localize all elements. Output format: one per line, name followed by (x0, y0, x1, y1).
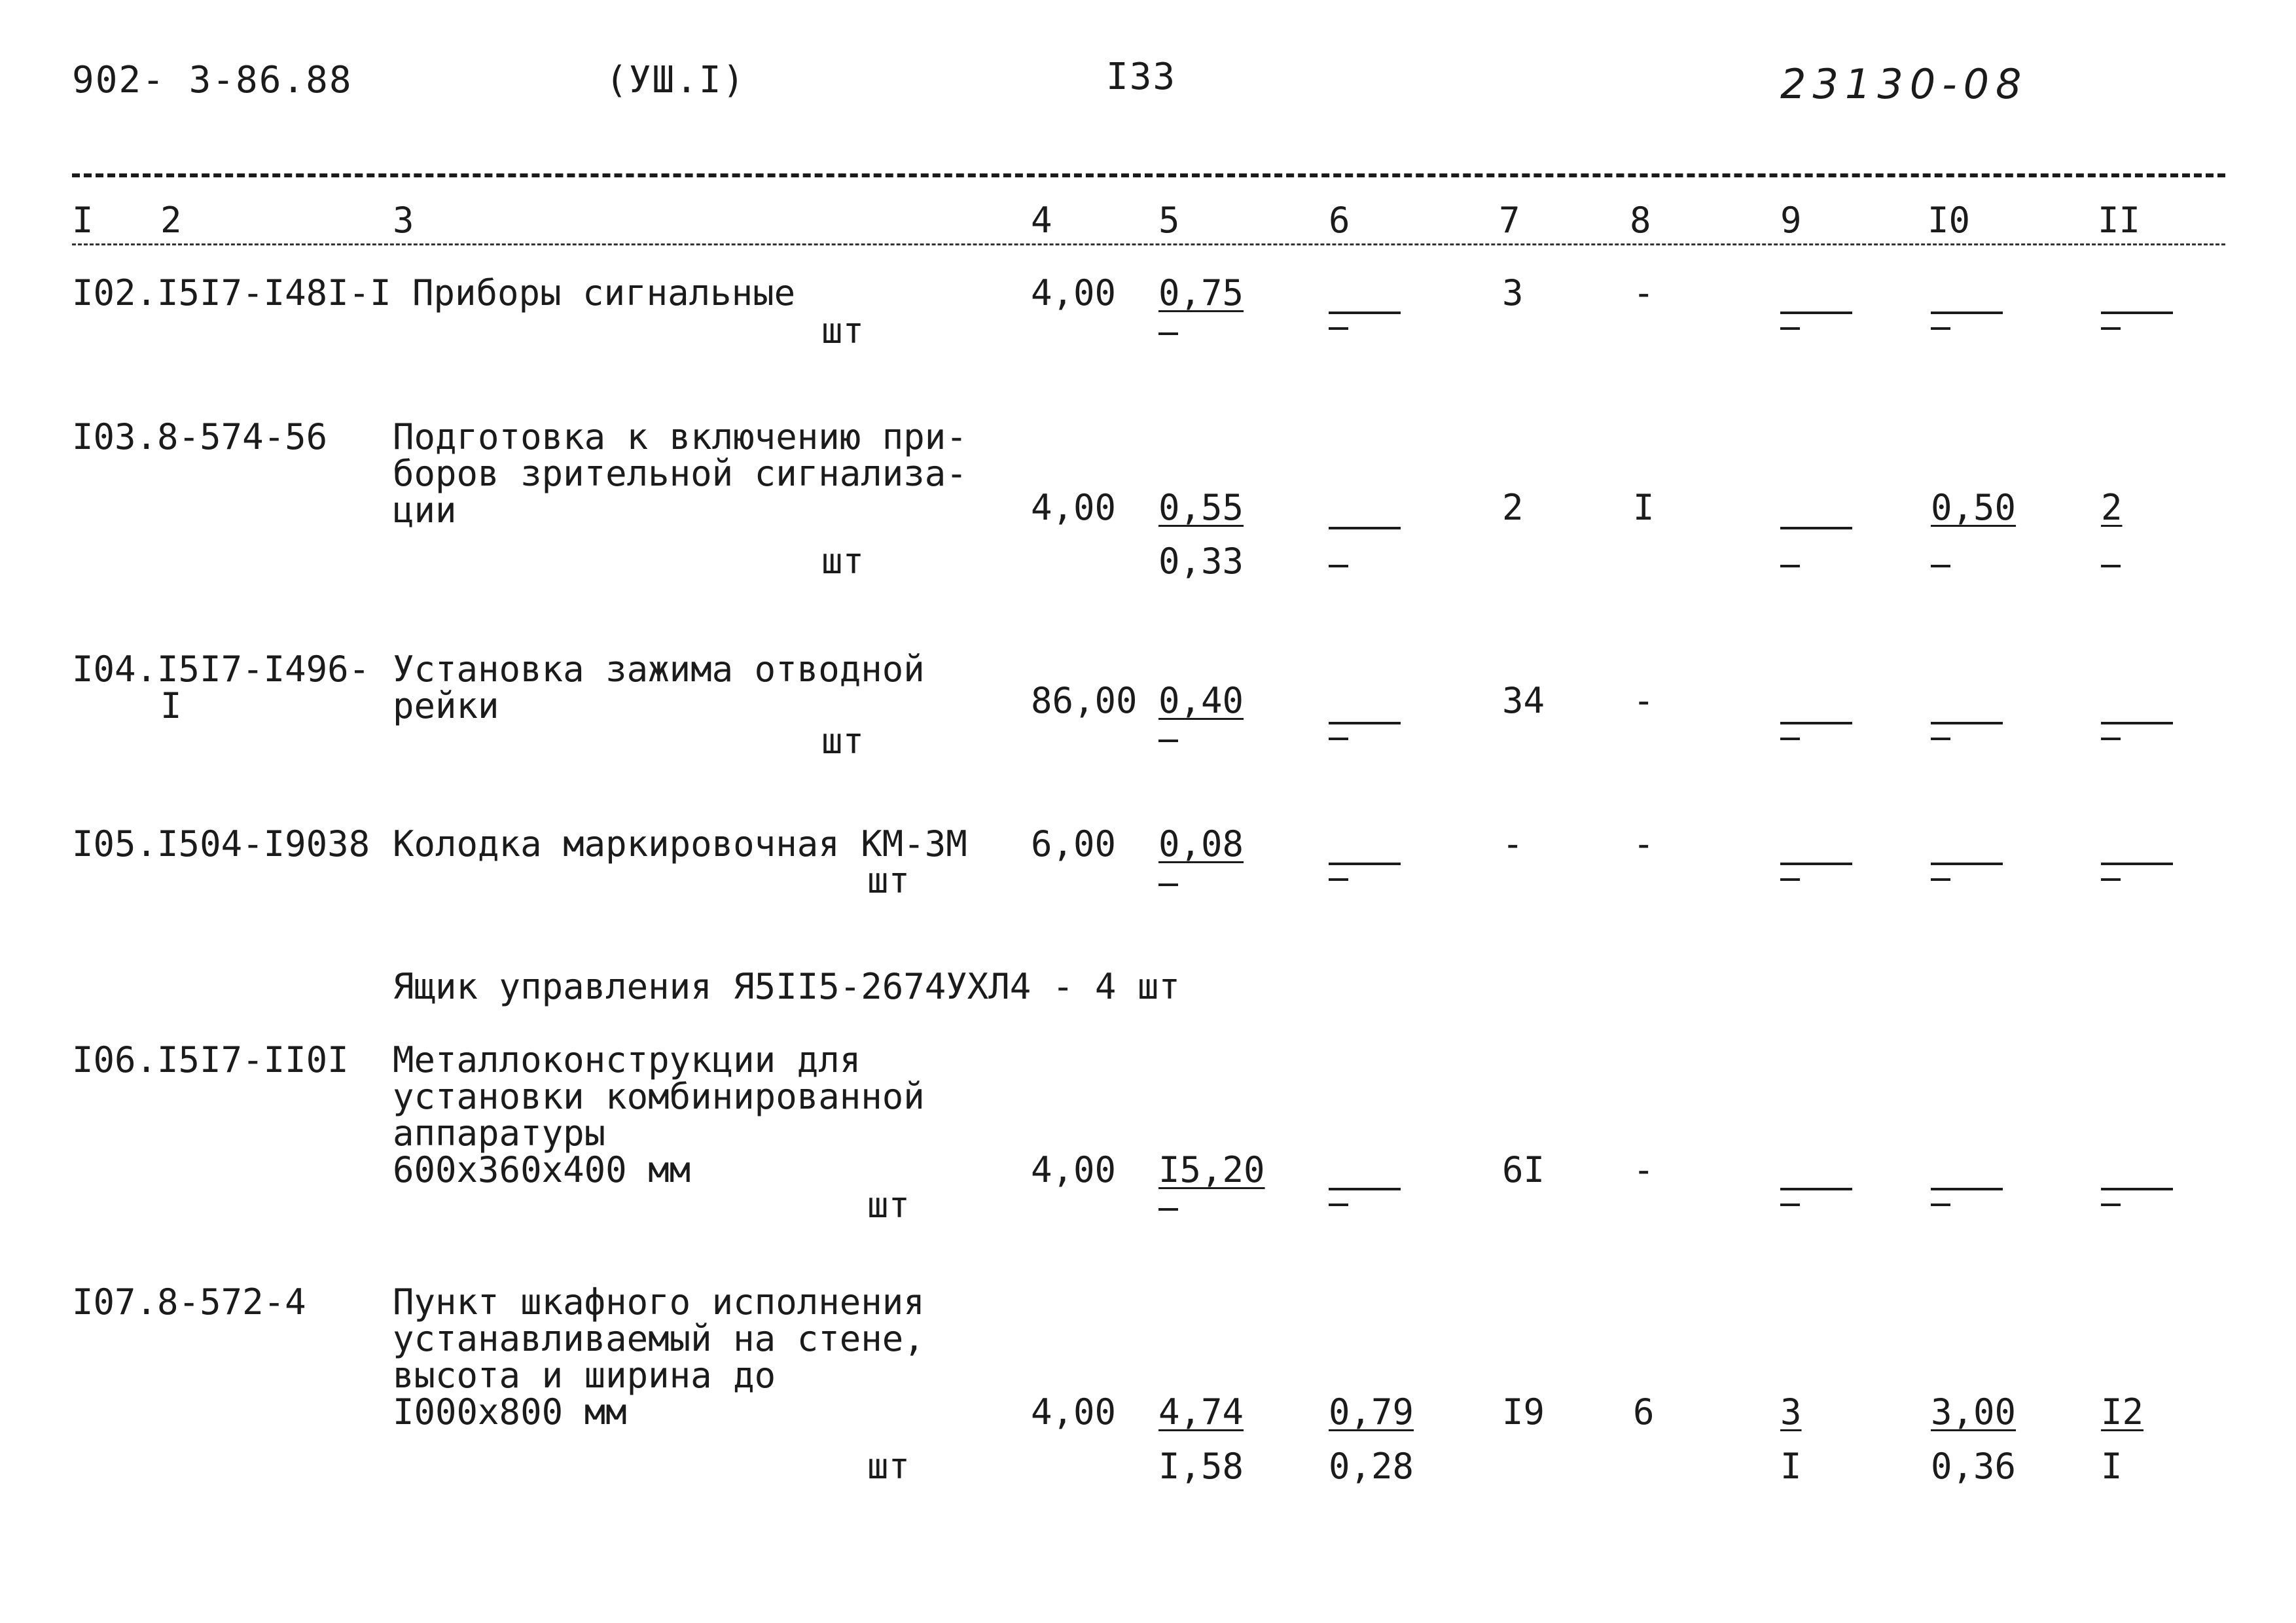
row-description: высота и ширина до (393, 1355, 776, 1396)
col-num: I0 (1928, 200, 1971, 241)
row-c8: - (1633, 823, 1655, 865)
row-c6-top: 0,79 (1329, 1391, 1414, 1433)
row-unit: шт (867, 860, 910, 901)
row-code: I03.8-574-56 (72, 416, 328, 457)
row-c5-top: 0,75 (1158, 272, 1244, 313)
row-c9-bottom: I (1780, 1446, 1802, 1487)
row-c5-top: 0,55 (1158, 487, 1244, 528)
row-c10-top: 0,50 (1931, 487, 2017, 528)
inventory-number: 23130-08 (1780, 60, 2028, 108)
row-description: Колодка маркировочная КМ-3М (393, 823, 967, 865)
col-num: 3 (393, 200, 414, 241)
row-quantity: 4,00 (1031, 1391, 1117, 1433)
row-unit: шт (867, 1446, 910, 1487)
row-quantity: 4,00 (1031, 1149, 1117, 1190)
section-subheader: Ящик управления Я5II5-2674УХЛ4 - 4 шт (393, 966, 1180, 1007)
row-description: Пункт шкафного исполнения (393, 1281, 925, 1323)
row-description: I000х800 мм (393, 1391, 627, 1433)
row-description: Приборы сигнальные (412, 272, 796, 313)
row-c7: - (1502, 823, 1524, 865)
row-c8: 6 (1633, 1391, 1655, 1433)
row-description: рейки (393, 685, 499, 726)
section-code: (УШ.I) (605, 59, 746, 101)
row-c8: - (1633, 1149, 1655, 1190)
col-num: 8 (1630, 200, 1651, 241)
row-unit: шт (821, 310, 865, 351)
col-num: 6 (1329, 200, 1350, 241)
row-c6-bottom: 0,28 (1329, 1446, 1414, 1487)
col-num: 7 (1499, 200, 1520, 241)
row-description: 600х360х400 мм (393, 1149, 691, 1190)
row-c10-bottom: 0,36 (1931, 1446, 2017, 1487)
row-quantity: 4,00 (1031, 272, 1117, 313)
row-c5-top: 0,08 (1158, 823, 1244, 865)
row-code: I05.I504-I9038 (72, 823, 370, 865)
row-code: I07.8-572-4 (72, 1281, 306, 1323)
row-quantity: 4,00 (1031, 487, 1117, 528)
row-code: I04.I5I7-I496- (72, 649, 370, 690)
row-c5-top: I5,20 (1158, 1149, 1265, 1190)
row-c11-top: I2 (2101, 1391, 2144, 1433)
row-quantity: 6,00 (1031, 823, 1117, 865)
page-number: I33 (1106, 56, 1177, 98)
header-rule (72, 173, 2225, 177)
row-c8: - (1633, 680, 1655, 721)
row-description: аппаратуры (393, 1113, 606, 1154)
col-num: 5 (1158, 200, 1180, 241)
row-c7: I9 (1502, 1391, 1545, 1433)
row-unit: шт (821, 721, 865, 762)
col-num: 2 (160, 200, 182, 241)
row-c7: 34 (1502, 680, 1545, 721)
row-c5-top: 4,74 (1158, 1391, 1244, 1433)
row-c11-top: 2 (2101, 487, 2123, 528)
row-c9-top: 3 (1780, 1391, 1802, 1433)
row-c8: I (1633, 487, 1655, 528)
row-c5-top: 0,40 (1158, 680, 1244, 721)
col-num: I (72, 200, 94, 241)
row-c7: 3 (1502, 272, 1524, 313)
col-num: 4 (1031, 200, 1052, 241)
row-description: боров зрительной сигнализа- (393, 453, 967, 494)
col-num: 9 (1780, 200, 1802, 241)
column-rule (72, 243, 2225, 245)
row-c5-bottom: I,58 (1158, 1446, 1244, 1487)
row-description: Установка зажима отводной (393, 649, 925, 690)
document-code: 902- 3-86.88 (72, 59, 353, 101)
row-description: Металлоконструкции для (393, 1039, 861, 1080)
row-code: I06.I5I7-II0I (72, 1039, 349, 1080)
row-c8: - (1633, 272, 1655, 313)
row-description: устанавливаемый на стене, (393, 1318, 925, 1359)
row-c5-bottom: 0,33 (1158, 541, 1244, 582)
row-quantity: 86,00 (1031, 680, 1138, 721)
row-description: установки комбинированной (393, 1076, 925, 1117)
row-code: I02.I5I7-I48I-I (72, 272, 391, 313)
row-unit: шт (867, 1185, 910, 1226)
col-num: II (2098, 200, 2141, 241)
row-c7: 2 (1502, 487, 1524, 528)
row-c11-bottom: I (2101, 1446, 2123, 1487)
row-description: ции (393, 490, 457, 531)
row-description: Подготовка к включению при- (393, 416, 967, 457)
row-c7: 6I (1502, 1149, 1545, 1190)
row-c10-top: 3,00 (1931, 1391, 2017, 1433)
row-code-continued: I (160, 685, 182, 726)
row-unit: шт (821, 541, 865, 582)
